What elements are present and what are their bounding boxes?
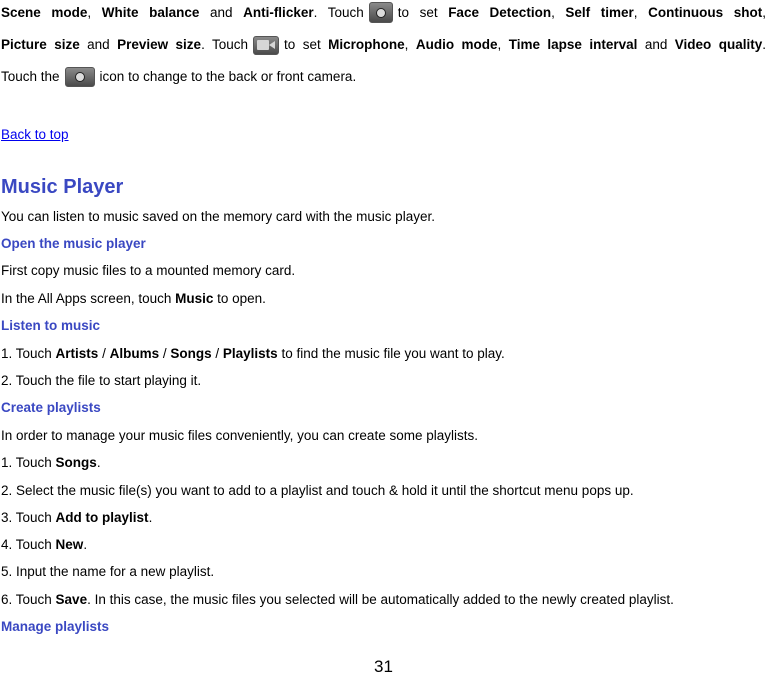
open-line-2: In the All Apps screen, touch Music to open. bbox=[1, 291, 266, 306]
intro-line-1: Scene mode, White balance and Anti-flicker. Touch to set Face Detection, Self timer, Continuous shot, bbox=[1, 2, 766, 23]
camera-settings-icon bbox=[369, 2, 393, 23]
heading-open-music-player: Open the music player bbox=[1, 236, 146, 251]
create-step-1: 1. Touch Songs. bbox=[1, 455, 101, 470]
listen-step-1: 1. Touch Artists / Albums / Songs / Playlists to find the music file you want to play. bbox=[1, 346, 505, 361]
open-line-1: First copy music files to a mounted memory card. bbox=[1, 263, 296, 278]
section-intro: You can listen to music saved on the memory card with the music player. bbox=[1, 209, 435, 224]
back-to-top-link[interactable]: Back to top bbox=[1, 127, 69, 142]
create-step-5: 5. Input the name for a new playlist. bbox=[1, 564, 215, 579]
heading-listen-to-music: Listen to music bbox=[1, 318, 101, 333]
heading-create-playlists: Create playlists bbox=[1, 400, 101, 415]
intro-line-2: Picture size and Preview size. Touch to set Microphone, Audio mode, Time lapse interval and Video quality. bbox=[1, 36, 766, 55]
create-step-3: 3. Touch Add to playlist. bbox=[1, 510, 153, 525]
create-step-4: 4. Touch New. bbox=[1, 537, 88, 552]
create-step-2: 2. Select the music file(s) you want to add to a playlist and touch & hold it until the shortcut menu pops up. bbox=[1, 483, 634, 498]
create-step-6: 6. Touch Save. In this case, the music files you selected will be automatically added to the newly created playlist. bbox=[1, 592, 674, 607]
back-to-top-row bbox=[1, 126, 69, 143]
video-settings-icon bbox=[253, 36, 279, 55]
intro-line-3: Touch the icon to change to the back or front camera. bbox=[1, 67, 356, 87]
create-intro: In order to manage your music files conveniently, you can create some playlists. bbox=[1, 428, 478, 443]
page-number: 31 bbox=[374, 657, 393, 676]
listen-step-2: 2. Touch the file to start playing it. bbox=[1, 373, 202, 388]
heading-manage-playlists: Manage playlists bbox=[1, 619, 110, 634]
section-title: Music Player bbox=[1, 176, 124, 198]
switch-camera-icon bbox=[65, 67, 95, 87]
